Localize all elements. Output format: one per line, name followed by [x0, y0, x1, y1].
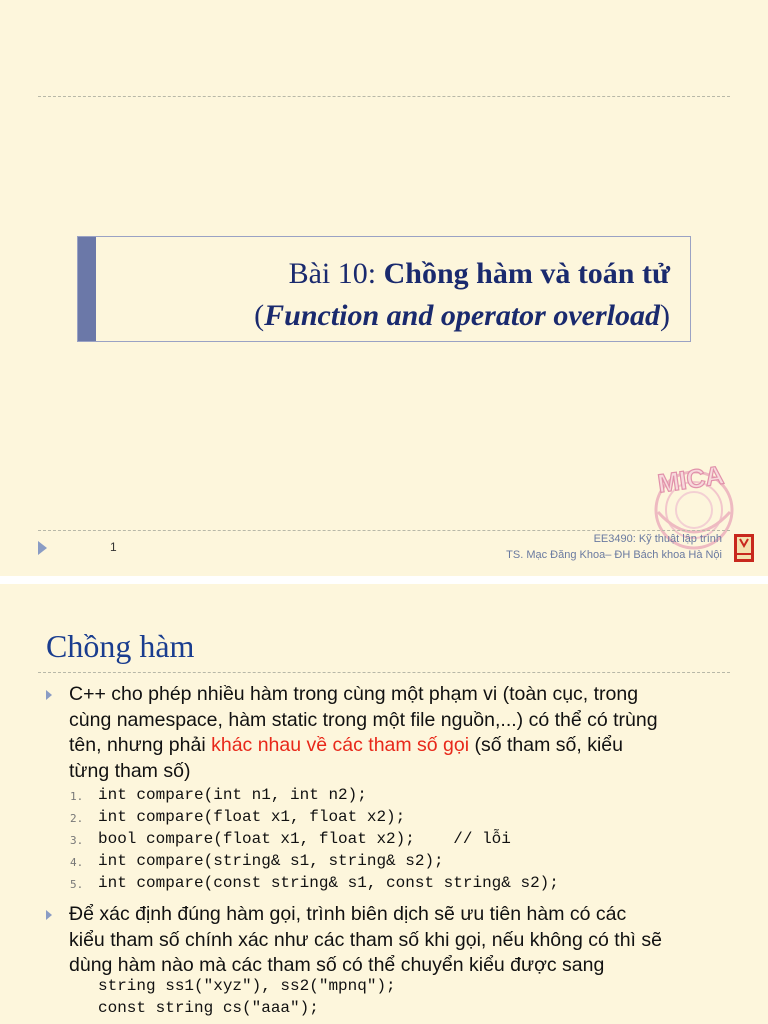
page-number: 1 — [110, 540, 117, 554]
bullet-1-line-3 — [69, 733, 739, 759]
footer-divider — [38, 530, 730, 531]
code-example-line-1: string ss1("xyz"), ss2("mpnq"); — [98, 977, 396, 995]
footer-course: EE3490: Kỹ thuật lập trình — [593, 533, 722, 545]
nav-arrow-icon — [38, 541, 47, 555]
footer-author: TS. Mạc Đăng Khoa– ĐH Bách khoa Hà Nội — [506, 549, 722, 561]
content-title: Chồng hàm — [46, 628, 195, 664]
highlight-text: khác nhau về các tham số gọi — [211, 734, 470, 756]
title-accent-bar — [78, 237, 96, 341]
code-line-number: 4. — [70, 856, 84, 869]
title-main: Chồng hàm và toán tử — [383, 257, 670, 290]
watermark-text: MICA — [655, 459, 726, 499]
university-logo-icon — [734, 534, 754, 562]
bullet-1-line-3-post: (số tham số, kiểu — [469, 734, 623, 756]
code-line-number: 1. — [70, 790, 84, 803]
slide-separator — [0, 576, 768, 584]
bullet-2-line-2: kiểu tham số chính xác như các tham số khi gọi, nếu không có thì sẽ — [69, 928, 662, 951]
code-line-text: int compare(float x1, float x2); — [98, 808, 406, 826]
code-line-text: int compare(const string& s1, const string& s2); — [98, 874, 559, 892]
slide-subtitle — [254, 299, 670, 333]
code-line-text: int compare(string& s1, string& s2); — [98, 852, 444, 870]
bullet-2-line-3: dùng hàm nào mà các tham số có thể chuyển kiểu được sang — [69, 954, 605, 976]
top-divider — [38, 96, 730, 97]
bullet-arrow-icon — [46, 690, 52, 700]
code-line-number: 2. — [70, 812, 84, 825]
content-slide — [0, 584, 768, 1024]
code-line-text: int compare(int n1, int n2); — [98, 786, 367, 804]
title-box — [77, 236, 691, 342]
bullet-2-line-1: Để xác định đúng hàm gọi, trình biên dịch sẽ ưu tiên hàm có các — [69, 903, 627, 925]
bullet-1-line-4: từng tham số) — [69, 759, 191, 782]
code-example-line-2: const string cs("aaa"); — [98, 999, 319, 1017]
bullet-1-line-3-pre: tên, nhưng phải — [69, 734, 212, 756]
bullet-1-line-1: C++ cho phép nhiều hàm trong cùng một phạm vi (toàn cục, trong — [69, 683, 639, 705]
bullet-1 — [69, 682, 739, 784]
bullet-2 — [69, 902, 739, 979]
title-divider — [38, 672, 730, 673]
slide-title — [289, 257, 670, 291]
subtitle-paren-close: ) — [660, 299, 670, 332]
code-line-text: bool compare(float x1, float x2); // lỗi — [98, 830, 511, 848]
subtitle-main: Function and operator overload — [264, 299, 660, 332]
bullet-arrow-icon — [46, 910, 52, 920]
subtitle-paren-open: ( — [254, 299, 265, 332]
code-line-number: 5. — [70, 878, 84, 891]
bullet-1-line-2: cùng namespace, hàm static trong một file nguồn,...) có thể có trùng — [69, 708, 658, 731]
code-line-number: 3. — [70, 834, 84, 847]
title-prefix: Bài 10: — [288, 257, 384, 290]
